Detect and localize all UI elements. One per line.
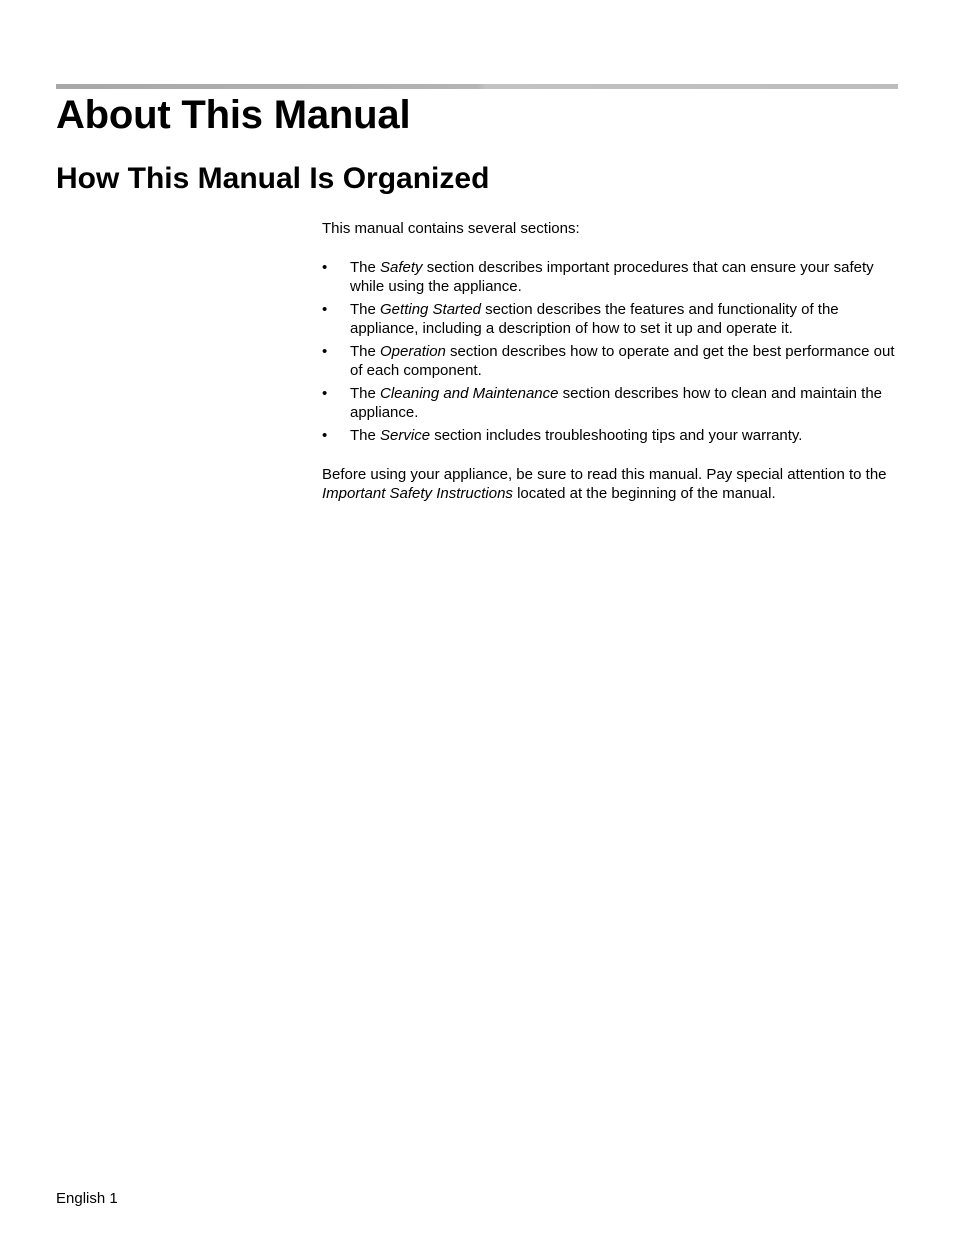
- closing-text-pre: Before using your appliance, be sure to read this manual. Pay special attention to the: [322, 466, 887, 483]
- bullet-icon: •: [322, 343, 328, 360]
- page-footer: English 1: [56, 1190, 118, 1207]
- list-item-text-pre: The: [350, 301, 381, 318]
- list-item-text-post: section describes how to clean and maintain the appliance.: [350, 385, 883, 421]
- bullet-icon: •: [322, 385, 328, 402]
- list-item-text-pre: The: [350, 259, 381, 276]
- closing-paragraph: [322, 465, 900, 503]
- bullet-icon: •: [322, 301, 328, 318]
- header-rule: [56, 84, 898, 89]
- section-body: [322, 219, 900, 503]
- list-item-section-name: Cleaning and Maintenance: [380, 385, 559, 402]
- list-item: [322, 342, 900, 380]
- closing-emphasis: Important Safety Instructions: [322, 485, 513, 502]
- bullet-icon: •: [322, 259, 328, 276]
- list-item-section-name: Service: [380, 427, 431, 444]
- closing-text-post: located at the beginning of the manual.: [512, 485, 776, 502]
- list-item: [322, 384, 900, 422]
- list-item-text-pre: The: [350, 385, 381, 402]
- list-item-section-name: Operation: [380, 343, 446, 360]
- list-item-text-pre: The: [350, 343, 381, 360]
- list-item-text-post: section describes the features and functionality of the appliance, including a description of how to set it up and operate it.: [350, 301, 839, 337]
- list-item-text-post: section describes important procedures that can ensure your safety while using the appliance.: [350, 259, 874, 295]
- list-item: [322, 258, 900, 296]
- intro-paragraph: This manual contains several sections:: [322, 220, 580, 237]
- section-title: How This Manual Is Organized: [56, 162, 490, 195]
- sections-list: [322, 258, 900, 445]
- list-item-text-pre: The: [350, 427, 381, 444]
- list-item: [322, 300, 900, 338]
- list-item-text-post: section includes troubleshooting tips and your warranty.: [430, 427, 803, 444]
- list-item-section-name: Safety: [380, 259, 423, 276]
- bullet-icon: •: [322, 427, 328, 444]
- list-item-section-name: Getting Started: [380, 301, 481, 318]
- list-item-text-post: section describes how to operate and get the best performance out of each component.: [350, 343, 895, 379]
- page-title: About This Manual: [56, 93, 411, 137]
- list-item: [322, 426, 900, 445]
